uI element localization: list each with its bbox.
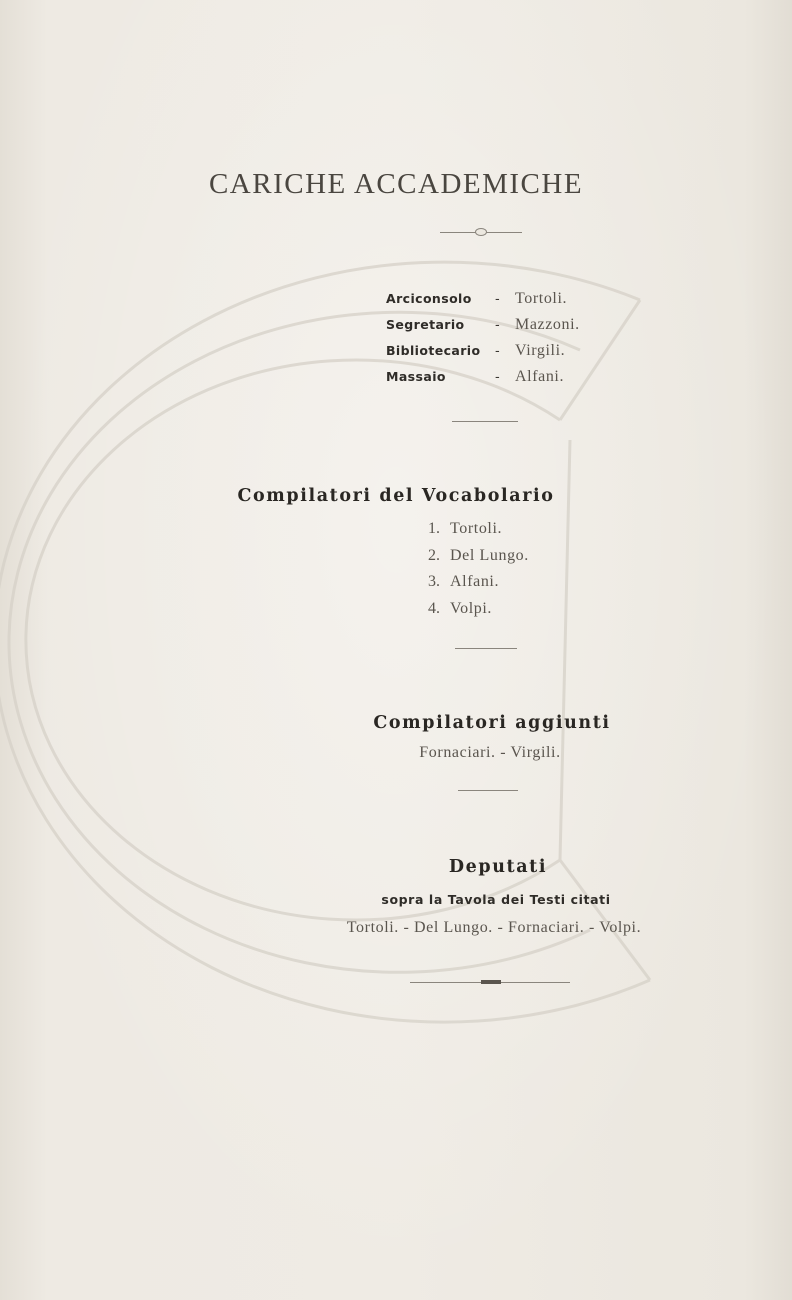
deputati-subheading: sopra la Tavola dei Testi citati (381, 892, 611, 907)
list-number: 2. (428, 546, 440, 564)
officer-dash: - (495, 344, 500, 359)
compilatori-aggiunti-heading: Compilatori aggiunti (373, 713, 611, 733)
list-name: Del Lungo. (450, 546, 529, 564)
deputati-names: Tortoli. - Del Lungo. - Fornaciari. - Volpi. (346, 919, 642, 936)
officer-row (386, 316, 646, 342)
compilatori-aggiunti-names: Fornaciari. - Virgili. (419, 744, 561, 761)
officer-dash: - (495, 292, 500, 307)
officer-role: Bibliotecario (386, 343, 481, 358)
list-item (428, 547, 529, 574)
list-name: Volpi. (450, 599, 492, 617)
list-item (428, 520, 529, 547)
page-title: CARICHE ACCADEMICHE (208, 168, 584, 200)
officer-name: Alfani. (515, 368, 565, 385)
officer-role: Arciconsolo (386, 291, 472, 306)
section-divider (452, 421, 518, 422)
officer-role: Massaio (386, 369, 446, 384)
deputati-heading: Deputati (448, 857, 548, 877)
officer-dash: - (495, 370, 500, 385)
officer-row (386, 290, 646, 316)
section-divider (458, 790, 518, 791)
list-number: 1. (428, 520, 440, 537)
compilatori-vocabolario-list (428, 520, 529, 626)
officer-row (386, 342, 646, 368)
closing-ornament-icon (481, 980, 501, 984)
officers-list (386, 290, 646, 394)
officer-dash: - (495, 318, 500, 333)
compilatori-vocabolario-heading: Compilatori del Vocabolario (237, 486, 555, 506)
officer-role: Segretario (386, 317, 465, 332)
section-divider (455, 648, 517, 649)
list-item (428, 600, 529, 627)
list-name: Tortoli. (450, 520, 503, 537)
list-name: Alfani. (450, 573, 500, 590)
list-number: 3. (428, 573, 440, 590)
officer-name: Virgili. (515, 342, 566, 359)
list-number: 4. (428, 599, 440, 617)
list-item (428, 573, 529, 600)
officer-name: Mazzoni. (515, 316, 580, 333)
officer-row (386, 368, 646, 394)
title-ornament-icon (475, 228, 487, 236)
officer-name: Tortoli. (515, 290, 568, 307)
